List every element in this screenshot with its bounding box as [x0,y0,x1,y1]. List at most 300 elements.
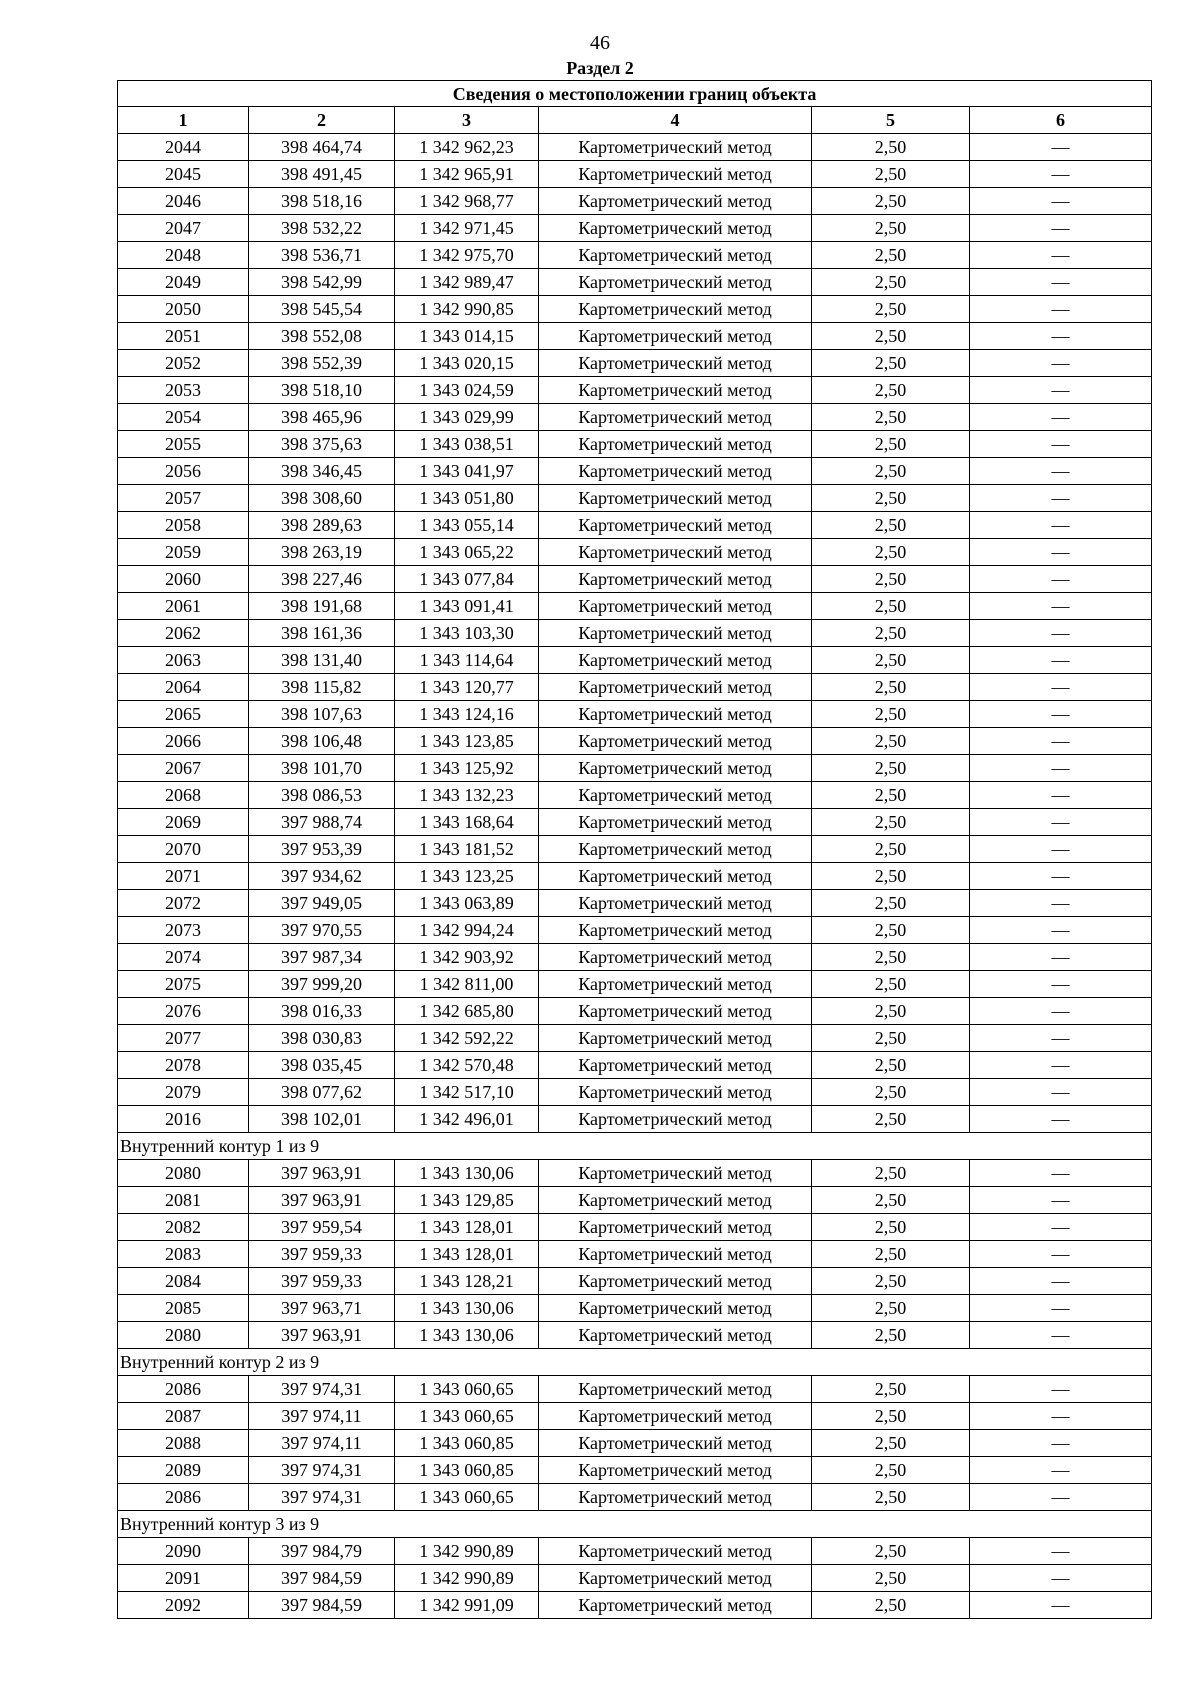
column-header-2: 2 [249,107,395,134]
table-row [118,242,1152,269]
method-cell: Картометрический метод [539,1025,812,1052]
coord-y-cell: 1 342 968,77 [395,188,539,215]
method-cell: Картометрический метод [539,1484,812,1511]
column-header-4: 4 [539,107,812,134]
description-cell: — [970,161,1152,188]
coord-x-cell: 397 953,39 [249,836,395,863]
accuracy-cell: 2,50 [812,674,970,701]
method-cell: Картометрический метод [539,1160,812,1187]
table-row [118,1430,1152,1457]
description-cell: — [970,296,1152,323]
coord-x-cell: 398 035,45 [249,1052,395,1079]
point-number-cell: 2067 [118,755,249,782]
accuracy-cell: 2,50 [812,242,970,269]
method-cell: Картометрический метод [539,971,812,998]
coord-y-cell: 1 343 128,21 [395,1268,539,1295]
coord-x-cell: 398 536,71 [249,242,395,269]
point-number-cell: 2062 [118,620,249,647]
point-number-cell: 2084 [118,1268,249,1295]
accuracy-cell: 2,50 [812,1025,970,1052]
accuracy-cell: 2,50 [812,1106,970,1133]
description-cell: — [970,1565,1152,1592]
method-cell: Картометрический метод [539,539,812,566]
table-row [118,863,1152,890]
coord-y-cell: 1 343 123,85 [395,728,539,755]
table-row [118,539,1152,566]
method-cell: Картометрический метод [539,134,812,161]
point-number-cell: 2052 [118,350,249,377]
table-row [118,755,1152,782]
description-cell: — [970,1484,1152,1511]
method-cell: Картометрический метод [539,1403,812,1430]
description-cell: — [970,1160,1152,1187]
coord-x-cell: 397 984,59 [249,1565,395,1592]
accuracy-cell: 2,50 [812,890,970,917]
coord-y-cell: 1 343 130,06 [395,1322,539,1349]
method-cell: Картометрический метод [539,1295,812,1322]
method-cell: Картометрический метод [539,782,812,809]
coord-x-cell: 398 191,68 [249,593,395,620]
description-cell: — [970,917,1152,944]
table-row [118,134,1152,161]
coord-y-cell: 1 343 041,97 [395,458,539,485]
coord-y-cell: 1 343 038,51 [395,431,539,458]
method-cell: Картометрический метод [539,701,812,728]
table-row [118,1295,1152,1322]
point-number-cell: 2083 [118,1241,249,1268]
coord-x-cell: 397 974,31 [249,1484,395,1511]
point-number-cell: 2059 [118,539,249,566]
description-cell: — [970,755,1152,782]
coord-x-cell: 397 999,20 [249,971,395,998]
coord-y-cell: 1 343 060,65 [395,1484,539,1511]
coord-y-cell: 1 342 903,92 [395,944,539,971]
method-cell: Картометрический метод [539,1106,812,1133]
method-cell: Картометрический метод [539,836,812,863]
method-cell: Картометрический метод [539,1187,812,1214]
column-header-3: 3 [395,107,539,134]
boundary-coordinates-table [117,80,1152,1619]
method-cell: Картометрический метод [539,917,812,944]
table-row [118,350,1152,377]
table-row [118,1592,1152,1619]
accuracy-cell: 2,50 [812,1214,970,1241]
table-row [118,1106,1152,1133]
method-cell: Картометрический метод [539,1592,812,1619]
accuracy-cell: 2,50 [812,1187,970,1214]
point-number-cell: 2057 [118,485,249,512]
accuracy-cell: 2,50 [812,701,970,728]
point-number-cell: 2050 [118,296,249,323]
method-cell: Картометрический метод [539,1214,812,1241]
coord-y-cell: 1 342 971,45 [395,215,539,242]
coord-x-cell: 398 030,83 [249,1025,395,1052]
description-cell: — [970,620,1152,647]
point-number-cell: 2082 [118,1214,249,1241]
table-row [118,269,1152,296]
point-number-cell: 2070 [118,836,249,863]
method-cell: Картометрический метод [539,674,812,701]
table-row [118,1484,1152,1511]
description-cell: — [970,809,1152,836]
table-row [118,215,1152,242]
description-cell: — [970,512,1152,539]
point-number-cell: 2045 [118,161,249,188]
description-cell: — [970,1322,1152,1349]
coord-y-cell: 1 343 060,65 [395,1403,539,1430]
accuracy-cell: 2,50 [812,1565,970,1592]
description-cell: — [970,1079,1152,1106]
coord-x-cell: 398 107,63 [249,701,395,728]
accuracy-cell: 2,50 [812,1376,970,1403]
table-row [118,593,1152,620]
description-cell: — [970,431,1152,458]
point-number-cell: 2073 [118,917,249,944]
table-row [118,512,1152,539]
coord-x-cell: 397 959,33 [249,1241,395,1268]
accuracy-cell: 2,50 [812,566,970,593]
point-number-cell: 2079 [118,1079,249,1106]
description-cell: — [970,728,1152,755]
point-number-cell: 2071 [118,863,249,890]
method-cell: Картометрический метод [539,1241,812,1268]
coord-x-cell: 398 518,16 [249,188,395,215]
coord-y-cell: 1 342 990,85 [395,296,539,323]
coord-x-cell: 397 974,31 [249,1376,395,1403]
coord-x-cell: 397 984,59 [249,1592,395,1619]
point-number-cell: 2074 [118,944,249,971]
column-header-6: 6 [970,107,1152,134]
coord-y-cell: 1 343 103,30 [395,620,539,647]
coord-x-cell: 398 464,74 [249,134,395,161]
table-row [118,728,1152,755]
description-cell: — [970,323,1152,350]
coord-x-cell: 398 263,19 [249,539,395,566]
accuracy-cell: 2,50 [812,404,970,431]
method-cell: Картометрический метод [539,863,812,890]
contour-header-row [118,1511,1152,1538]
point-number-cell: 2061 [118,593,249,620]
point-number-cell: 2048 [118,242,249,269]
description-cell: — [970,647,1152,674]
point-number-cell: 2076 [118,998,249,1025]
method-cell: Картометрический метод [539,566,812,593]
coord-x-cell: 398 289,63 [249,512,395,539]
method-cell: Картометрический метод [539,998,812,1025]
accuracy-cell: 2,50 [812,296,970,323]
coord-x-cell: 398 016,33 [249,998,395,1025]
coord-y-cell: 1 343 123,25 [395,863,539,890]
coord-x-cell: 398 077,62 [249,1079,395,1106]
contour-label: Внутренний контур 3 из 9 [118,1511,1152,1538]
table-row [118,1214,1152,1241]
table-row [118,809,1152,836]
coord-x-cell: 398 227,46 [249,566,395,593]
accuracy-cell: 2,50 [812,1538,970,1565]
point-number-cell: 2088 [118,1430,249,1457]
accuracy-cell: 2,50 [812,350,970,377]
table-row [118,701,1152,728]
coord-x-cell: 398 115,82 [249,674,395,701]
accuracy-cell: 2,50 [812,1457,970,1484]
point-number-cell: 2016 [118,1106,249,1133]
description-cell: — [970,377,1152,404]
coord-x-cell: 398 161,36 [249,620,395,647]
description-cell: — [970,1052,1152,1079]
description-cell: — [970,863,1152,890]
point-number-cell: 2044 [118,134,249,161]
coord-y-cell: 1 343 060,85 [395,1430,539,1457]
method-cell: Картометрический метод [539,215,812,242]
description-cell: — [970,1187,1152,1214]
description-cell: — [970,593,1152,620]
table-row [118,161,1152,188]
column-header-row [118,107,1152,134]
coord-y-cell: 1 343 128,01 [395,1214,539,1241]
method-cell: Картометрический метод [539,1322,812,1349]
table-row [118,566,1152,593]
point-number-cell: 2090 [118,1538,249,1565]
coord-y-cell: 1 342 990,89 [395,1565,539,1592]
method-cell: Картометрический метод [539,188,812,215]
coord-y-cell: 1 342 592,22 [395,1025,539,1052]
method-cell: Картометрический метод [539,377,812,404]
description-cell: — [970,269,1152,296]
accuracy-cell: 2,50 [812,269,970,296]
coord-y-cell: 1 343 029,99 [395,404,539,431]
accuracy-cell: 2,50 [812,1241,970,1268]
description-cell: — [970,971,1152,998]
point-number-cell: 2087 [118,1403,249,1430]
table-row [118,323,1152,350]
page-number: 46 [590,32,610,54]
point-number-cell: 2091 [118,1565,249,1592]
table-body [118,134,1152,1619]
coord-x-cell: 397 949,05 [249,890,395,917]
column-header-5: 5 [812,107,970,134]
coord-x-cell: 397 963,91 [249,1187,395,1214]
coord-x-cell: 398 346,45 [249,458,395,485]
coord-y-cell: 1 342 496,01 [395,1106,539,1133]
description-cell: — [970,350,1152,377]
method-cell: Картометрический метод [539,1052,812,1079]
accuracy-cell: 2,50 [812,431,970,458]
description-cell: — [970,134,1152,161]
accuracy-cell: 2,50 [812,728,970,755]
table-row [118,998,1152,1025]
coord-x-cell: 398 102,01 [249,1106,395,1133]
point-number-cell: 2053 [118,377,249,404]
accuracy-cell: 2,50 [812,1430,970,1457]
contour-header-row [118,1133,1152,1160]
method-cell: Картометрический метод [539,1538,812,1565]
table-row [118,1241,1152,1268]
coord-x-cell: 397 970,55 [249,917,395,944]
description-cell: — [970,188,1152,215]
point-number-cell: 2072 [118,890,249,917]
table-caption: Сведения о местоположении границ объекта [118,81,1152,107]
accuracy-cell: 2,50 [812,188,970,215]
accuracy-cell: 2,50 [812,809,970,836]
coord-y-cell: 1 342 517,10 [395,1079,539,1106]
point-number-cell: 2063 [118,647,249,674]
description-cell: — [970,701,1152,728]
coord-y-cell: 1 343 060,65 [395,1376,539,1403]
coord-y-cell: 1 343 014,15 [395,323,539,350]
point-number-cell: 2092 [118,1592,249,1619]
contour-label: Внутренний контур 1 из 9 [118,1133,1152,1160]
accuracy-cell: 2,50 [812,1403,970,1430]
coord-x-cell: 397 974,11 [249,1403,395,1430]
table-row [118,1079,1152,1106]
coord-y-cell: 1 343 065,22 [395,539,539,566]
description-cell: — [970,890,1152,917]
table-row [118,917,1152,944]
method-cell: Картометрический метод [539,161,812,188]
table-row [118,431,1152,458]
point-number-cell: 2080 [118,1322,249,1349]
method-cell: Картометрический метод [539,890,812,917]
coord-x-cell: 398 518,10 [249,377,395,404]
accuracy-cell: 2,50 [812,755,970,782]
coord-y-cell: 1 342 975,70 [395,242,539,269]
coord-x-cell: 398 086,53 [249,782,395,809]
table-row [118,836,1152,863]
accuracy-cell: 2,50 [812,1268,970,1295]
point-number-cell: 2069 [118,809,249,836]
table-row [118,944,1152,971]
description-cell: — [970,539,1152,566]
method-cell: Картометрический метод [539,620,812,647]
coord-x-cell: 397 987,34 [249,944,395,971]
accuracy-cell: 2,50 [812,1160,970,1187]
accuracy-cell: 2,50 [812,1052,970,1079]
coord-x-cell: 397 963,91 [249,1160,395,1187]
table-row [118,1322,1152,1349]
description-cell: — [970,1538,1152,1565]
point-number-cell: 2086 [118,1484,249,1511]
method-cell: Картометрический метод [539,512,812,539]
description-cell: — [970,485,1152,512]
point-number-cell: 2068 [118,782,249,809]
coord-x-cell: 397 934,62 [249,863,395,890]
coord-y-cell: 1 343 063,89 [395,890,539,917]
point-number-cell: 2056 [118,458,249,485]
method-cell: Картометрический метод [539,242,812,269]
coord-x-cell: 398 532,22 [249,215,395,242]
coord-y-cell: 1 343 091,41 [395,593,539,620]
method-cell: Картометрический метод [539,1376,812,1403]
accuracy-cell: 2,50 [812,1592,970,1619]
point-number-cell: 2064 [118,674,249,701]
accuracy-cell: 2,50 [812,134,970,161]
table-row [118,1457,1152,1484]
table-row [118,674,1152,701]
table-row [118,485,1152,512]
coord-x-cell: 398 542,99 [249,269,395,296]
description-cell: — [970,674,1152,701]
table-row [118,890,1152,917]
point-number-cell: 2051 [118,323,249,350]
method-cell: Картометрический метод [539,296,812,323]
method-cell: Картометрический метод [539,728,812,755]
contour-label: Внутренний контур 2 из 9 [118,1349,1152,1376]
column-header-1: 1 [118,107,249,134]
point-number-cell: 2080 [118,1160,249,1187]
point-number-cell: 2058 [118,512,249,539]
table-row [118,1376,1152,1403]
accuracy-cell: 2,50 [812,1079,970,1106]
table-row [118,188,1152,215]
accuracy-cell: 2,50 [812,215,970,242]
accuracy-cell: 2,50 [812,782,970,809]
description-cell: — [970,1106,1152,1133]
coord-y-cell: 1 342 965,91 [395,161,539,188]
description-cell: — [970,1025,1152,1052]
coord-x-cell: 398 465,96 [249,404,395,431]
accuracy-cell: 2,50 [812,377,970,404]
coord-y-cell: 1 343 129,85 [395,1187,539,1214]
coord-y-cell: 1 342 811,00 [395,971,539,998]
point-number-cell: 2089 [118,1457,249,1484]
coord-x-cell: 397 959,33 [249,1268,395,1295]
table-row [118,404,1152,431]
method-cell: Картометрический метод [539,944,812,971]
coord-x-cell: 398 375,63 [249,431,395,458]
accuracy-cell: 2,50 [812,836,970,863]
description-cell: — [970,998,1152,1025]
coord-x-cell: 397 974,31 [249,1457,395,1484]
accuracy-cell: 2,50 [812,593,970,620]
table-row [118,1403,1152,1430]
table-row [118,1025,1152,1052]
table-row [118,1052,1152,1079]
coord-y-cell: 1 343 077,84 [395,566,539,593]
accuracy-cell: 2,50 [812,539,970,566]
coord-x-cell: 398 308,60 [249,485,395,512]
accuracy-cell: 2,50 [812,971,970,998]
method-cell: Картометрический метод [539,1268,812,1295]
method-cell: Картометрический метод [539,350,812,377]
accuracy-cell: 2,50 [812,944,970,971]
accuracy-cell: 2,50 [812,998,970,1025]
coord-y-cell: 1 343 055,14 [395,512,539,539]
point-number-cell: 2065 [118,701,249,728]
accuracy-cell: 2,50 [812,323,970,350]
coord-y-cell: 1 343 051,80 [395,485,539,512]
description-cell: — [970,1592,1152,1619]
description-cell: — [970,1268,1152,1295]
table-row [118,647,1152,674]
method-cell: Картометрический метод [539,458,812,485]
method-cell: Картометрический метод [539,1565,812,1592]
accuracy-cell: 2,50 [812,1484,970,1511]
method-cell: Картометрический метод [539,755,812,782]
point-number-cell: 2060 [118,566,249,593]
coord-x-cell: 398 545,54 [249,296,395,323]
accuracy-cell: 2,50 [812,1295,970,1322]
coord-x-cell: 397 963,71 [249,1295,395,1322]
coord-y-cell: 1 343 168,64 [395,809,539,836]
description-cell: — [970,1457,1152,1484]
method-cell: Картометрический метод [539,404,812,431]
description-cell: — [970,215,1152,242]
coord-x-cell: 398 101,70 [249,755,395,782]
coord-x-cell: 398 552,39 [249,350,395,377]
accuracy-cell: 2,50 [812,161,970,188]
table-row [118,1268,1152,1295]
coord-y-cell: 1 343 125,92 [395,755,539,782]
